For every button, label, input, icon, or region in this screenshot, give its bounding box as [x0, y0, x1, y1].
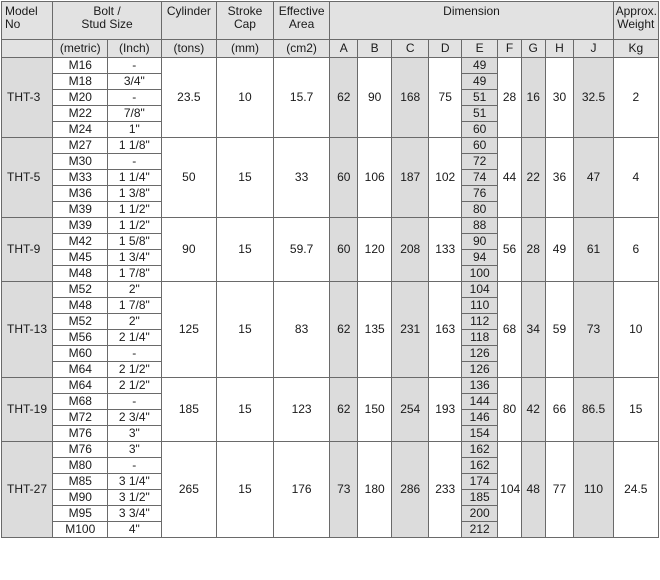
dim-f-cell: 56 — [498, 218, 522, 282]
table-body — [2, 58, 659, 538]
dim-f-cell: 44 — [498, 138, 522, 218]
model-cell: THT-3 — [2, 58, 53, 138]
weight-cell: 6 — [613, 218, 658, 282]
dim-d-cell: 193 — [429, 378, 462, 442]
units-row — [2, 40, 659, 58]
metric-size-cell: M18 — [53, 74, 108, 90]
dim-b-header: B — [358, 40, 392, 58]
dim-d-header: D — [429, 40, 462, 58]
metric-size-cell: M48 — [53, 298, 108, 314]
metric-size-cell: M76 — [53, 442, 108, 458]
dim-a-cell: 60 — [330, 138, 358, 218]
table-row — [2, 218, 659, 234]
inch-size-cell: 1 1/4" — [108, 170, 162, 186]
dim-e-cell: 49 — [462, 58, 498, 74]
metric-size-cell: M85 — [53, 474, 108, 490]
inch-size-cell: 3 1/4" — [108, 474, 162, 490]
dim-c-cell: 286 — [392, 442, 429, 538]
metric-size-cell: M90 — [53, 490, 108, 506]
dim-e-cell: 162 — [462, 458, 498, 474]
dim-c-cell: 187 — [392, 138, 429, 218]
inch-size-cell: 1 1/8" — [108, 138, 162, 154]
unit-stroke: (mm) — [217, 40, 274, 58]
model-header-line1: Model — [5, 4, 38, 18]
weight-cell: 10 — [613, 282, 658, 378]
dim-e-cell: 51 — [462, 106, 498, 122]
area-cell: 15.7 — [273, 58, 330, 138]
dim-d-cell: 75 — [429, 58, 462, 138]
effective-header-line1: Effective — [278, 4, 325, 18]
dim-e-cell: 76 — [462, 186, 498, 202]
stroke-header-line2: Cap — [233, 17, 256, 31]
dim-e-cell: 60 — [462, 122, 498, 138]
bolt-header-line2: Stud Size — [81, 17, 133, 31]
dim-j-cell: 86.5 — [574, 378, 613, 442]
dim-e-cell: 90 — [462, 234, 498, 250]
stroke-cell: 15 — [217, 218, 274, 282]
inch-size-cell: - — [108, 346, 162, 362]
dim-j-cell: 32.5 — [574, 58, 613, 138]
dim-c-cell: 254 — [392, 378, 429, 442]
metric-size-cell: M76 — [53, 426, 108, 442]
model-cell: THT-5 — [2, 138, 53, 218]
unit-inch: (Inch) — [108, 40, 162, 58]
inch-size-cell: 2 1/4" — [108, 330, 162, 346]
inch-size-cell: 2" — [108, 314, 162, 330]
area-cell: 123 — [273, 378, 330, 442]
table-row — [2, 138, 659, 154]
dim-e-cell: 80 — [462, 202, 498, 218]
dim-e-cell: 94 — [462, 250, 498, 266]
bolt-header-line1: Bolt / — [93, 4, 121, 18]
stroke-header-line1: Stroke — [227, 4, 263, 18]
dim-j-cell: 47 — [574, 138, 613, 218]
metric-size-cell: M64 — [53, 362, 108, 378]
header-row — [2, 2, 659, 40]
cylinder-cell: 185 — [161, 378, 217, 442]
dim-e-cell: 126 — [462, 362, 498, 378]
dim-d-cell: 133 — [429, 218, 462, 282]
inch-size-cell: 2 3/4" — [108, 410, 162, 426]
inch-size-cell: 2 1/2" — [108, 362, 162, 378]
cylinder-cell: 125 — [161, 282, 217, 378]
dim-e-cell: 74 — [462, 170, 498, 186]
dim-e-cell: 60 — [462, 138, 498, 154]
dim-d-cell: 163 — [429, 282, 462, 378]
dim-h-cell: 59 — [545, 282, 574, 378]
dim-h-cell: 30 — [545, 58, 574, 138]
dim-e-cell: 126 — [462, 346, 498, 362]
dimension-header: Dimension — [330, 2, 613, 40]
metric-size-cell: M39 — [53, 202, 108, 218]
inch-size-cell: 1 1/2" — [108, 202, 162, 218]
model-header — [2, 2, 53, 40]
inch-size-cell: - — [108, 58, 162, 74]
dim-e-cell: 110 — [462, 298, 498, 314]
dim-j-cell: 110 — [574, 442, 613, 538]
dim-h-header: H — [545, 40, 574, 58]
metric-size-cell: M36 — [53, 186, 108, 202]
weight-cell: 24.5 — [613, 442, 658, 538]
metric-size-cell: M20 — [53, 90, 108, 106]
dim-e-cell: 212 — [462, 522, 498, 538]
dim-a-cell: 73 — [330, 442, 358, 538]
inch-size-cell: - — [108, 394, 162, 410]
model-cell: THT-13 — [2, 282, 53, 378]
inch-size-cell: 1 3/4" — [108, 250, 162, 266]
table-row — [2, 378, 659, 394]
inch-size-cell: 3 3/4" — [108, 506, 162, 522]
dim-g-cell: 42 — [521, 378, 545, 442]
dim-f-cell: 28 — [498, 58, 522, 138]
weight-header-line1: Approx. — [615, 4, 657, 18]
weight-header — [613, 2, 658, 40]
dim-c-header: C — [392, 40, 429, 58]
inch-size-cell: 1 1/2" — [108, 218, 162, 234]
dim-f-cell: 68 — [498, 282, 522, 378]
dim-j-cell: 61 — [574, 218, 613, 282]
inch-size-cell: 1 7/8" — [108, 266, 162, 282]
metric-size-cell: M27 — [53, 138, 108, 154]
dim-e-cell: 136 — [462, 378, 498, 394]
unit-metric: (metric) — [53, 40, 108, 58]
weight-cell: 4 — [613, 138, 658, 218]
inch-size-cell: 3" — [108, 426, 162, 442]
metric-size-cell: M30 — [53, 154, 108, 170]
inch-size-cell: 3/4" — [108, 74, 162, 90]
dim-h-cell: 66 — [545, 378, 574, 442]
metric-size-cell: M22 — [53, 106, 108, 122]
inch-size-cell: 7/8" — [108, 106, 162, 122]
dim-g-cell: 28 — [521, 218, 545, 282]
dim-c-cell: 168 — [392, 58, 429, 138]
inch-size-cell: 3 1/2" — [108, 490, 162, 506]
dim-b-cell: 135 — [358, 282, 392, 378]
metric-size-cell: M100 — [53, 522, 108, 538]
dim-g-cell: 22 — [521, 138, 545, 218]
stroke-header — [217, 2, 274, 40]
dim-d-cell: 233 — [429, 442, 462, 538]
dim-g-cell: 16 — [521, 58, 545, 138]
inch-size-cell: - — [108, 458, 162, 474]
area-cell: 59.7 — [273, 218, 330, 282]
dim-f-cell: 104 — [498, 442, 522, 538]
dim-f-cell: 80 — [498, 378, 522, 442]
weight-cell: 15 — [613, 378, 658, 442]
metric-size-cell: M42 — [53, 234, 108, 250]
dim-e-cell: 112 — [462, 314, 498, 330]
dim-e-cell: 200 — [462, 506, 498, 522]
area-cell: 83 — [273, 282, 330, 378]
dim-j-header: J — [574, 40, 613, 58]
effective-area-header — [273, 2, 330, 40]
dim-g-cell: 34 — [521, 282, 545, 378]
dim-b-cell: 150 — [358, 378, 392, 442]
dim-a-cell: 62 — [330, 378, 358, 442]
dim-d-cell: 102 — [429, 138, 462, 218]
dim-e-cell: 154 — [462, 426, 498, 442]
unit-weight: Kg — [613, 40, 658, 58]
dim-a-cell: 62 — [330, 282, 358, 378]
metric-size-cell: M95 — [53, 506, 108, 522]
dim-b-cell: 180 — [358, 442, 392, 538]
metric-size-cell: M24 — [53, 122, 108, 138]
dim-b-cell: 106 — [358, 138, 392, 218]
weight-header-line2: Weight — [617, 17, 655, 31]
inch-size-cell: 1 5/8" — [108, 234, 162, 250]
dim-j-cell: 73 — [574, 282, 613, 378]
inch-size-cell: 4" — [108, 522, 162, 538]
stroke-cell: 15 — [217, 442, 274, 538]
cylinder-cell: 90 — [161, 218, 217, 282]
inch-size-cell: - — [108, 154, 162, 170]
dim-c-cell: 231 — [392, 282, 429, 378]
area-cell: 33 — [273, 138, 330, 218]
dim-e-cell: 185 — [462, 490, 498, 506]
dim-e-cell: 51 — [462, 90, 498, 106]
dim-e-cell: 162 — [462, 442, 498, 458]
model-header-line2: No — [5, 17, 21, 31]
model-cell: THT-9 — [2, 218, 53, 282]
dim-f-header: F — [498, 40, 522, 58]
model-cell: THT-27 — [2, 442, 53, 538]
metric-size-cell: M68 — [53, 394, 108, 410]
inch-size-cell: 2" — [108, 282, 162, 298]
dim-e-cell: 146 — [462, 410, 498, 426]
dim-e-cell: 100 — [462, 266, 498, 282]
metric-size-cell: M48 — [53, 266, 108, 282]
inch-size-cell: 1" — [108, 122, 162, 138]
cylinder-cell: 50 — [161, 138, 217, 218]
metric-size-cell: M80 — [53, 458, 108, 474]
metric-size-cell: M16 — [53, 58, 108, 74]
unit-cylinder: (tons) — [161, 40, 217, 58]
inch-size-cell: 2 1/2" — [108, 378, 162, 394]
stroke-cell: 15 — [217, 138, 274, 218]
dim-h-cell: 77 — [545, 442, 574, 538]
inch-size-cell: - — [108, 90, 162, 106]
inch-size-cell: 3" — [108, 442, 162, 458]
dim-e-cell: 49 — [462, 74, 498, 90]
table-row — [2, 442, 659, 458]
dim-e-header: E — [462, 40, 498, 58]
dim-a-header: A — [330, 40, 358, 58]
cylinder-cell: 23.5 — [161, 58, 217, 138]
dim-h-cell: 49 — [545, 218, 574, 282]
dim-a-cell: 60 — [330, 218, 358, 282]
metric-size-cell: M39 — [53, 218, 108, 234]
metric-size-cell: M33 — [53, 170, 108, 186]
dim-g-header: G — [521, 40, 545, 58]
effective-header-line2: Area — [288, 17, 315, 31]
stroke-cell: 15 — [217, 378, 274, 442]
specification-table — [1, 1, 659, 538]
bolt-header — [53, 2, 161, 40]
metric-size-cell: M64 — [53, 378, 108, 394]
unit-area: (cm2) — [273, 40, 330, 58]
cylinder-header: Cylinder — [161, 2, 217, 40]
table-row — [2, 58, 659, 74]
cylinder-cell: 265 — [161, 442, 217, 538]
dim-e-cell: 104 — [462, 282, 498, 298]
dim-b-cell: 90 — [358, 58, 392, 138]
metric-size-cell: M56 — [53, 330, 108, 346]
dim-e-cell: 88 — [462, 218, 498, 234]
stroke-cell: 15 — [217, 282, 274, 378]
weight-cell: 2 — [613, 58, 658, 138]
metric-size-cell: M52 — [53, 314, 108, 330]
area-cell: 176 — [273, 442, 330, 538]
dim-e-cell: 174 — [462, 474, 498, 490]
stroke-cell: 10 — [217, 58, 274, 138]
dim-h-cell: 36 — [545, 138, 574, 218]
model-cell: THT-19 — [2, 378, 53, 442]
dim-e-cell: 118 — [462, 330, 498, 346]
dim-b-cell: 120 — [358, 218, 392, 282]
metric-size-cell: M52 — [53, 282, 108, 298]
metric-size-cell: M72 — [53, 410, 108, 426]
dim-e-cell: 144 — [462, 394, 498, 410]
metric-size-cell: M45 — [53, 250, 108, 266]
inch-size-cell: 1 3/8" — [108, 186, 162, 202]
units-model-blank — [2, 40, 53, 58]
dim-e-cell: 72 — [462, 154, 498, 170]
dim-g-cell: 48 — [521, 442, 545, 538]
dim-c-cell: 208 — [392, 218, 429, 282]
dim-a-cell: 62 — [330, 58, 358, 138]
metric-size-cell: M60 — [53, 346, 108, 362]
table-row — [2, 282, 659, 298]
inch-size-cell: 1 7/8" — [108, 298, 162, 314]
